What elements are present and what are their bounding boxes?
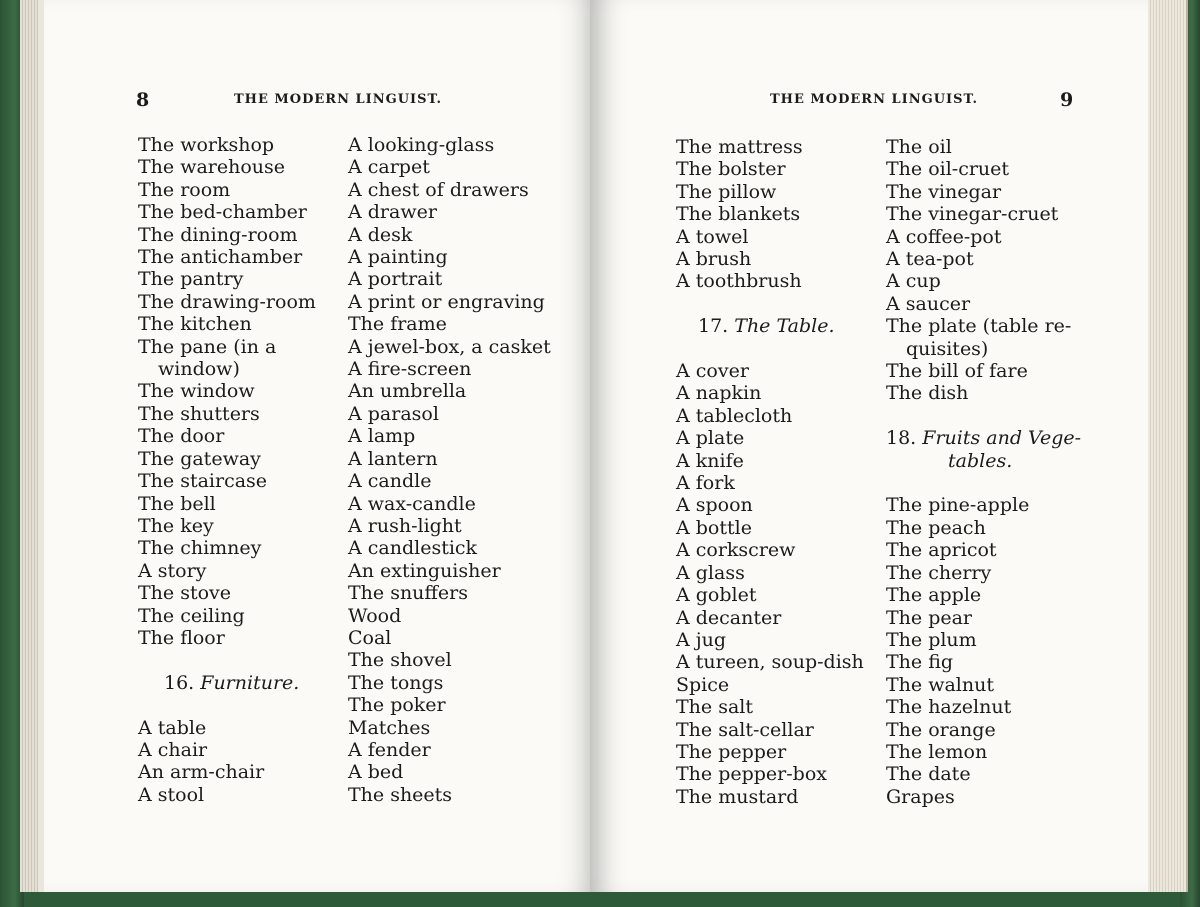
vocab-entry: Wood <box>348 604 402 627</box>
vocab-entry: The salt-cellar <box>676 718 814 741</box>
vocab-entry: The frame <box>348 313 447 336</box>
section-heading <box>676 315 876 337</box>
vocab-entry: A decanter <box>676 606 782 629</box>
vocab-entry: The tongs <box>348 671 444 694</box>
vocab-entry: A candlestick <box>348 537 478 560</box>
vocab-entry: The hazelnut <box>886 696 1012 719</box>
vocab-entry: The salt <box>676 696 753 719</box>
vocab-entry: The drawing-room <box>138 290 316 313</box>
section-number: 17. <box>698 315 729 338</box>
vocab-entry: The lemon <box>886 740 988 763</box>
vocab-entry: The apricot <box>886 539 997 562</box>
left-page <box>38 0 596 892</box>
vocab-entry: The gateway <box>138 447 261 470</box>
right-page <box>590 0 1148 892</box>
vocab-entry-line: The pane (in a <box>138 335 277 358</box>
vocab-entry: A goblet <box>676 584 757 607</box>
vocab-entry: The warehouse <box>138 156 286 179</box>
vocab-entry: The sheets <box>348 783 453 806</box>
spacer <box>138 694 330 716</box>
section-heading-cont <box>886 450 1086 472</box>
vocab-column <box>676 136 876 808</box>
spacer <box>676 293 876 315</box>
vocab-entry: A carpet <box>348 156 430 179</box>
vocab-entry: A parasol <box>348 402 439 425</box>
vocab-entry: A wax-candle <box>348 492 476 515</box>
vocab-entry: The bell <box>138 492 216 515</box>
running-head: THE MODERN LINGUIST. <box>234 92 443 107</box>
vocab-entry: The poker <box>348 694 446 717</box>
vocab-entry <box>886 315 1086 360</box>
spacer <box>886 472 1086 494</box>
vocab-entry: The pine-apple <box>886 494 1030 517</box>
vocab-entry: A bottle <box>676 516 752 539</box>
vocab-entry: The stove <box>138 582 231 605</box>
vocab-entry: An extinguisher <box>348 559 501 582</box>
vocab-entry <box>138 336 330 381</box>
vocab-entry: A towel <box>676 225 749 248</box>
vocab-column <box>348 134 588 806</box>
vocab-entry: A tablecloth <box>676 404 793 427</box>
vocab-entry: A plate <box>676 427 745 450</box>
section-number: 18. <box>886 427 917 450</box>
vocab-entry: A knife <box>676 449 744 472</box>
vocab-entry: The chimney <box>138 537 262 560</box>
vocab-entry: The workshop <box>138 134 275 156</box>
vocab-entry: The pillow <box>676 180 777 203</box>
vocab-entry: The plum <box>886 628 977 651</box>
vocab-entry: The staircase <box>138 470 268 493</box>
section-title: tables. <box>948 449 1013 472</box>
vocab-entry: The bill of fare <box>886 360 1028 383</box>
vocab-column <box>886 136 1086 808</box>
vocab-entry: A glass <box>676 561 745 584</box>
vocab-entry: A chest of drawers <box>348 178 529 201</box>
vocab-entry: The shovel <box>348 649 452 672</box>
vocab-entry: The dining-room <box>138 223 298 246</box>
vocab-entry: The ceiling <box>138 604 245 627</box>
vocab-entry: The apple <box>886 584 982 607</box>
vocab-entry: The room <box>138 178 231 201</box>
vocab-entry: A coffee-pot <box>886 225 1002 248</box>
vocab-entry: An arm-chair <box>138 761 265 784</box>
section-title: The Table. <box>734 315 835 338</box>
spacer <box>676 338 876 360</box>
vocab-entry: A jug <box>676 628 727 651</box>
vocab-column <box>138 134 330 806</box>
vocab-entry: The fig <box>886 651 954 674</box>
vocab-entry: A napkin <box>676 382 762 405</box>
vocab-entry: A fender <box>348 738 431 761</box>
vocab-entry: The vinegar <box>886 180 1002 203</box>
vocab-entry: The orange <box>886 718 996 741</box>
vocab-entry: The key <box>138 514 214 537</box>
vocab-entry: The date <box>886 763 971 786</box>
vocab-entry-line: The plate (table re- <box>886 315 1072 338</box>
vocab-entry: A lamp <box>348 425 416 448</box>
vocab-entry: A fork <box>676 472 735 495</box>
vocab-entry: An umbrella <box>348 380 467 403</box>
vocab-entry: The floor <box>138 626 225 649</box>
spacer <box>138 649 330 671</box>
vocab-entry: The walnut <box>886 673 994 696</box>
vocab-entry: A corkscrew <box>676 539 796 562</box>
vocab-entry: A brush <box>676 248 752 271</box>
vocab-entry: A looking-glass <box>348 134 495 156</box>
vocab-entry: A tea-pot <box>886 248 974 271</box>
vocab-entry: A jewel-box, a casket <box>348 335 551 358</box>
vocab-entry: A print or engraving <box>348 290 545 313</box>
vocab-entry: The kitchen <box>138 313 252 336</box>
section-heading <box>886 427 1086 449</box>
vocab-entry: A painting <box>348 246 448 269</box>
vocab-entry: The snuffers <box>348 582 468 605</box>
vocab-entry: The shutters <box>138 402 260 425</box>
vocab-entry: A toothbrush <box>676 270 802 293</box>
vocab-entry: A chair <box>138 738 208 761</box>
vocab-entry: The oil-cruet <box>886 158 1010 181</box>
vocab-entry: Grapes <box>886 785 955 808</box>
vocab-entry: A saucer <box>886 292 971 315</box>
vocab-entry: The pepper <box>676 740 787 763</box>
vocab-entry: A stool <box>138 783 205 806</box>
vocab-entry: A tureen, soup-dish <box>676 651 864 674</box>
vocab-entry: A rush-light <box>348 514 462 537</box>
vocab-entry: The blankets <box>676 203 801 226</box>
vocab-entry: The pepper-box <box>676 763 827 786</box>
vocab-entry: The pear <box>886 606 973 629</box>
vocab-entry: The pantry <box>138 268 244 291</box>
vocab-entry: The mattress <box>676 136 803 158</box>
vocab-entry: The dish <box>886 382 969 405</box>
vocab-entry: A portrait <box>348 268 443 291</box>
vocab-entry: Matches <box>348 716 431 739</box>
section-heading <box>138 672 330 694</box>
vocab-entry: A table <box>138 716 207 739</box>
vocab-entry: The bed-chamber <box>138 201 307 224</box>
vocab-entry: The vinegar-cruet <box>886 203 1059 226</box>
vocab-entry: The mustard <box>676 785 799 808</box>
section-title: Furniture. <box>200 671 300 694</box>
vocab-entry: A candle <box>348 470 432 493</box>
page-number: 8 <box>136 89 150 111</box>
running-head: THE MODERN LINGUIST. <box>770 92 979 107</box>
vocab-entry: Coal <box>348 626 392 649</box>
vocab-entry: A cup <box>886 270 941 293</box>
vocab-entry: The bolster <box>676 158 786 181</box>
vocab-entry: Spice <box>676 673 730 696</box>
vocab-entry: A cover <box>676 360 749 383</box>
vocab-entry: The oil <box>886 136 952 158</box>
vocab-entry: A lantern <box>348 447 438 470</box>
section-number: 16. <box>164 671 195 694</box>
vocab-entry: A drawer <box>348 201 437 224</box>
page-edges-left <box>20 0 38 892</box>
page-edges-right <box>1148 0 1188 892</box>
vocab-entry-continuation: quisites) <box>906 337 989 360</box>
vocab-entry: The antichamber <box>138 246 303 269</box>
spacer <box>886 405 1086 427</box>
vocab-entry: A fire-screen <box>348 358 472 381</box>
vocab-entry: The cherry <box>886 561 992 584</box>
vocab-entry: A spoon <box>676 494 753 517</box>
section-title: Fruits and Vege- <box>922 427 1082 450</box>
vocab-entry: The window <box>138 380 255 403</box>
page-number: 9 <box>1060 89 1074 111</box>
vocab-entry: A bed <box>348 761 404 784</box>
vocab-entry: A desk <box>348 223 413 246</box>
vocab-entry: The peach <box>886 516 986 539</box>
vocab-entry: A story <box>138 559 207 582</box>
vocab-entry: The door <box>138 425 225 448</box>
vocab-entry-continuation: window) <box>158 358 240 381</box>
